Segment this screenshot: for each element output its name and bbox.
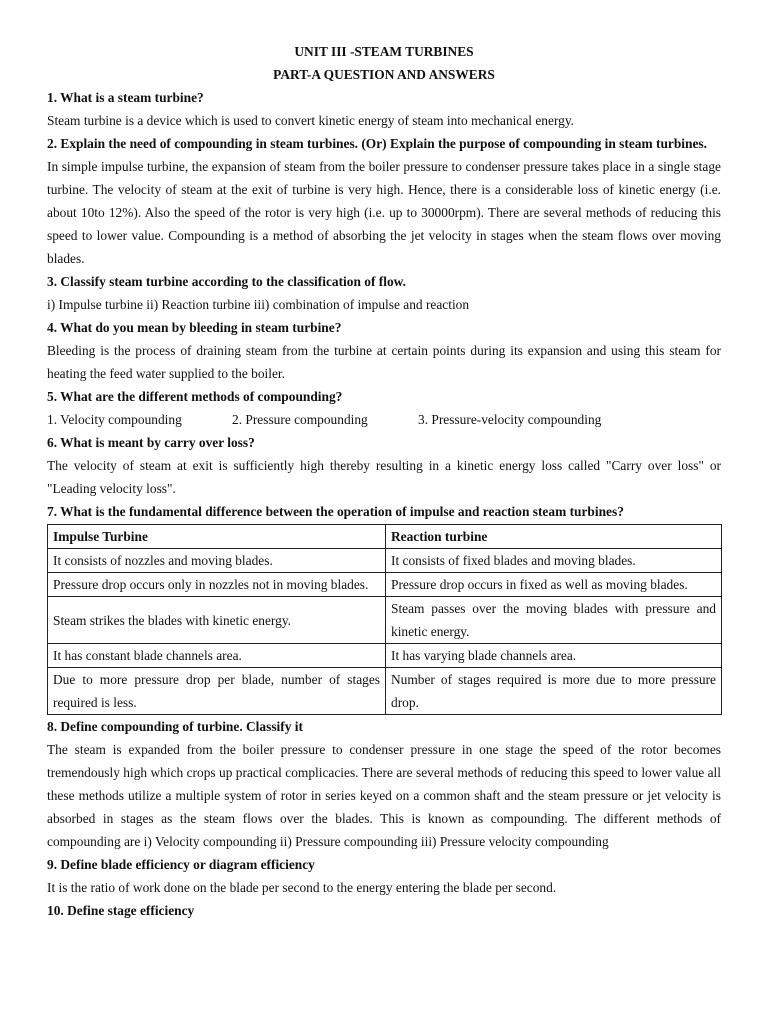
answer-2: In simple impulse turbine, the expansion of steam from the boiler pressure to condenser pressure takes place in a single stage turbine. The velocity of steam at the exit of turbine is very high. Hence, there is a considerable loss of kinetic energy (i.e. about 10to 12%). Also the speed of the rotor is very high (i.e. up to 30000rpm). There are several methods of reducing this speed to lower value. Compounding is a method of absorbing the jet velocity in stages when the steam flows over moving blades. bbox=[47, 159, 721, 266]
table-cell: It consists of fixed blades and moving blades. bbox=[386, 549, 722, 573]
table-row bbox=[48, 644, 722, 668]
answer-1: Steam turbine is a device which is used to convert kinetic energy of steam into mechanical energy. bbox=[47, 113, 575, 128]
question-1: 1. What is a steam turbine? bbox=[47, 90, 204, 105]
question-4: 4. What do you mean by bleeding in steam turbine? bbox=[47, 320, 342, 335]
method-item: 3. Pressure-velocity compounding bbox=[418, 412, 602, 427]
table-cell: It consists of nozzles and moving blades. bbox=[48, 549, 386, 573]
question-10: 10. Define stage efficiency bbox=[47, 903, 195, 918]
table-header-cell: Reaction turbine bbox=[386, 525, 722, 549]
question-3: 3. Classify steam turbine according to the classification of flow. bbox=[47, 274, 406, 289]
method-item: 1. Velocity compounding bbox=[47, 412, 182, 427]
table-cell: Pressure drop occurs in fixed as well as moving blades. bbox=[386, 573, 722, 597]
table-row bbox=[48, 573, 722, 597]
question-6: 6. What is meant by carry over loss? bbox=[47, 435, 255, 450]
answer-4: Bleeding is the process of draining steam from the turbine at certain points during its expansion and using this steam for heating the feed water supplied to the boiler. bbox=[47, 343, 721, 381]
question-9: 9. Define blade efficiency or diagram efficiency bbox=[47, 857, 315, 872]
answer-3: i) Impulse turbine ii) Reaction turbine iii) combination of impulse and reaction bbox=[47, 297, 470, 312]
answer-8: The steam is expanded from the boiler pressure to condenser pressure in one stage the speed of the rotor becomes tremendously high which crops up practical complicacies. There are several methods of reducing this speed to lower value all these methods utilize a multiple system of rotor in series keyed on a common shaft and the steam pressure or jet velocity is absorbed in stages as the steam flows over the blades. This is known as compounding. The different methods of compounding are i) Velocity compounding ii) Pressure compounding iii) Pressure velocity compounding bbox=[47, 742, 721, 849]
table-cell: Steam passes over the moving blades with pressure and kinetic energy. bbox=[386, 597, 722, 644]
table-row bbox=[48, 549, 722, 573]
table-cell: Due to more pressure drop per blade, number of stages required is less. bbox=[48, 668, 386, 715]
part-title: PART-A QUESTION AND ANSWERS bbox=[273, 67, 495, 82]
question-5: 5. What are the different methods of compounding? bbox=[47, 389, 343, 404]
answer-6: The velocity of steam at exit is sufficiently high thereby resulting in a kinetic energy loss called "Carry over loss" or "Leading velocity loss". bbox=[47, 458, 721, 496]
comparison-table bbox=[47, 524, 722, 715]
table-header-row bbox=[48, 525, 722, 549]
answer-9: It is the ratio of work done on the blade per second to the energy entering the blade per second. bbox=[47, 880, 557, 895]
table-cell: It has varying blade channels area. bbox=[386, 644, 722, 668]
unit-title: UNIT III -STEAM TURBINES bbox=[294, 44, 474, 59]
table-cell: Pressure drop occurs only in nozzles not in moving blades. bbox=[48, 573, 386, 597]
question-2: 2. Explain the need of compounding in steam turbines. (Or) Explain the purpose of compounding in steam turbines. bbox=[47, 136, 707, 151]
method-item: 2. Pressure compounding bbox=[232, 412, 368, 427]
table-cell: It has constant blade channels area. bbox=[48, 644, 386, 668]
table-row bbox=[48, 668, 722, 715]
table-cell: Steam strikes the blades with kinetic energy. bbox=[48, 597, 386, 644]
compounding-methods-list bbox=[47, 408, 721, 431]
question-7: 7. What is the fundamental difference between the operation of impulse and reaction steam turbines? bbox=[47, 504, 624, 519]
table-cell: Number of stages required is more due to more pressure drop. bbox=[386, 668, 722, 715]
question-8: 8. Define compounding of turbine. Classify it bbox=[47, 719, 303, 734]
table-header-cell: Impulse Turbine bbox=[48, 525, 386, 549]
table-row bbox=[48, 597, 722, 644]
